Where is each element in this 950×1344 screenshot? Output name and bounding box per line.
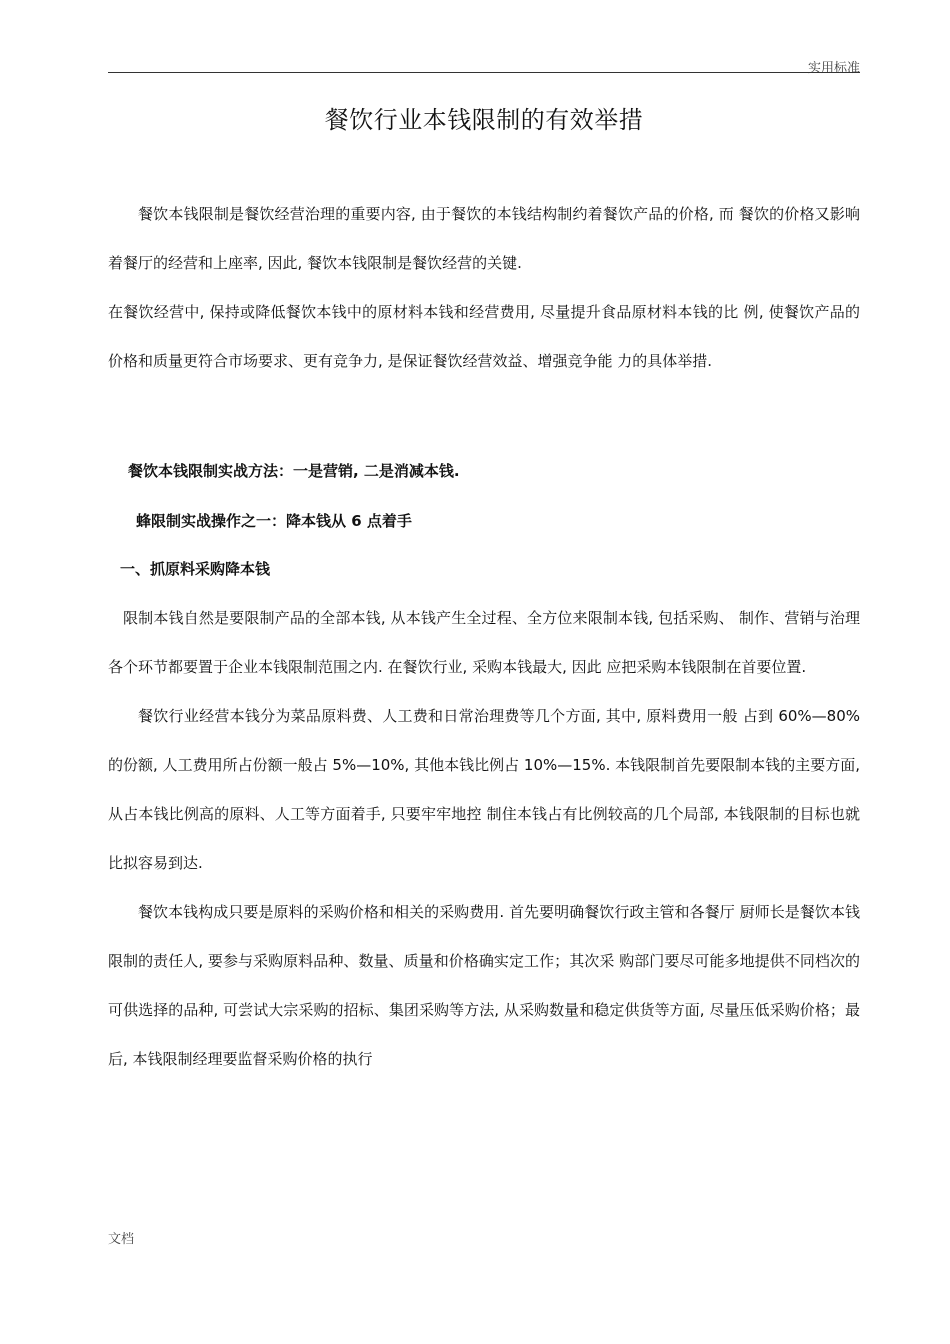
body-paragraph-2: 餐饮行业经营本钱分为菜品原料费、人工费和日常治理费等几个方面, 其中, 原料费用一般 占到 60%—80%的份额, 人工费用所占份额一般占 5%—10%, 其他本钱比例占 10%—15%. 本钱限制首先要限制本钱的主要方面, 从占本钱比例高的原料、人工等方面着手, 只要牢牢地控 制住本钱占有比例较高的几个局部, 本钱限制的目标也就比拟容易到达.	[108, 707, 860, 872]
intro-paragraph-1: 餐饮本钱限制是餐饮经营治理的重要内容, 由于餐饮的本钱结构制约着餐饮产品的价格, 而 餐饮的价格又影响着餐厅的经营和上座率, 因此, 餐饮本钱限制是餐饮经营的关键.	[108, 205, 860, 272]
document-body	[108, 190, 860, 1084]
section-one-heading: 一、抓原料采购降本钱	[120, 560, 271, 578]
strategy-section	[108, 456, 860, 584]
page-footer-label: 文档	[108, 1232, 135, 1247]
page-header-label: 实用标准	[807, 61, 860, 76]
strategy-heading: 餐饮本钱限制实战方法：一是营销, 二是消减本钱.	[128, 462, 460, 480]
body-paragraph-3: 餐饮本钱构成只要是原料的采购价格和相关的采购费用. 首先要明确餐饮行政主管和各餐厅 厨师长是餐饮本钱限制的责任人, 要参与采购原料品种、数量、质量和价格确实定工作；其次采 购部门要尽可能多地提供不同档次的可供选择的品种, 可尝试大宗采购的招标、集团采购等方法, 从采购数量和稳定供货等方面, 尽量压低采购价格；最后, 本钱限制经理要监督采购价格的执行	[108, 903, 860, 1068]
header-rule	[108, 72, 860, 73]
body-paragraph-1: 限制本钱自然是要限制产品的全部本钱, 从本钱产生全过程、全方位来限制本钱, 包括采购、 制作、营销与治理各个环节都要置于企业本钱限制范围之内. 在餐饮行业, 采购本钱最大, 因此 应把采购本钱限制在首要位置.	[108, 609, 860, 676]
document-title: 餐饮行业本钱限制的有效举措	[324, 106, 644, 134]
intro-paragraph-2: 在餐饮经营中, 保持或降低餐饮本钱中的原材料本钱和经营费用, 尽量提升食品原材料本钱的比 例, 使餐饮产品的价格和质量更符合市场要求、更有竞争力, 是保证餐饮经营效益、增强竞争能 力的具体举措.	[108, 303, 860, 370]
step-heading: 蜂限制实战操作之一：降本钱从 6 点着手	[136, 512, 412, 530]
